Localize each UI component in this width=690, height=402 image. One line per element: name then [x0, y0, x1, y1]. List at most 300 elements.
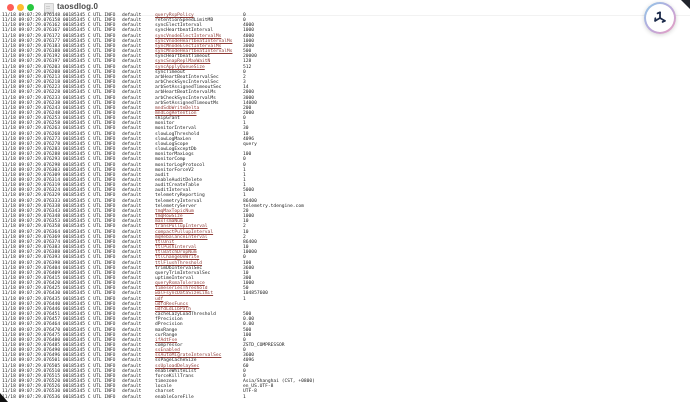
log-scope: default [122, 157, 142, 163]
config-value: 500 [243, 49, 252, 55]
config-value: UTF-8 [243, 389, 257, 395]
config-param: telemetryInterval [155, 198, 203, 204]
log-timestamp: 11/18 09:07:29.076258 00185345 C UTL INFO [2, 121, 116, 127]
log-timestamp: 11/18 09:07:29.076435 00185345 C UTL INFO [2, 296, 116, 302]
config-param: monitorLogProtocol [155, 162, 205, 168]
log-timestamp: 11/18 09:07:29.076314 00185345 C UTL INFO [2, 178, 116, 183]
log-timestamp: 11/18 09:07:29.076177 00185345 C UTL INFO [2, 38, 116, 44]
log-timestamp: 11/18 09:07:29.076309 00185345 C UTL INFO [2, 172, 116, 178]
log-timestamp: 11/18 09:07:29.076393 00185345 C UTL INFO [2, 255, 116, 261]
log-timestamp: 11/18 09:07:29.076425 00185345 C UTL INFO [2, 286, 116, 292]
config-value: 5000 [243, 188, 255, 194]
log-scope: default [122, 312, 142, 318]
config-value: 20 [243, 208, 249, 214]
log-timestamp: 11/18 09:07:29.076526 00185345 C UTL INFO [2, 384, 116, 390]
config-value: 128 [243, 59, 252, 65]
config-param-link[interactable]: syncSnapReplMaxWaitN [155, 59, 211, 65]
config-value: 1000 [243, 28, 255, 34]
config-value: 0 [243, 13, 246, 18]
config-param: syncElectInterval [155, 23, 203, 29]
config-param: audit [155, 172, 169, 178]
config-param-link[interactable]: ssEnabled [155, 348, 180, 354]
config-param-link[interactable]: syncVnodeElectIntervalMs [155, 33, 222, 39]
log-scope: default [122, 286, 142, 292]
config-value: 50 [243, 286, 249, 292]
log-scope: default [122, 100, 142, 106]
log-timestamp: 11/18 09:07:29.076238 00185345 C UTL INFO [2, 100, 116, 106]
config-value: 1 [243, 183, 246, 189]
log-scope: default [122, 301, 142, 307]
config-param: enableAuditDelete [155, 178, 203, 183]
log-timestamp: 11/18 09:07:29.076288 00185345 C UTL INFO [2, 152, 116, 158]
log-timestamp: 11/18 09:07:29.076404 00185345 C UTL INFO [2, 265, 116, 271]
log-timestamp: 11/18 09:07:29.076388 00185345 C UTL INFO [2, 250, 116, 256]
config-param: telemetryReporting [155, 193, 205, 199]
config-value: 10 [243, 245, 249, 251]
log-scope: default [122, 358, 142, 364]
log-scope: default [122, 229, 142, 235]
log-timestamp: 11/18 09:07:29.076167 00185345 C UTL INFO [2, 28, 116, 34]
log-scope: default [122, 116, 142, 122]
config-value: 200 [243, 105, 252, 111]
config-param: enableWhiteList [155, 368, 197, 374]
log-timestamp: 11/18 09:07:29.076464 00185345 C UTL INFO [2, 322, 116, 328]
log-scope: default [122, 239, 142, 245]
log-timestamp: 11/18 09:07:29.076197 00185345 C UTL INFO [2, 59, 116, 65]
log-scope: default [122, 64, 142, 70]
config-param-link[interactable]: ttlBatchDropNum [155, 250, 197, 256]
config-param: monitorMaxLogs [155, 152, 194, 158]
log-timestamp: 11/18 09:07:29.076475 00185345 C UTL INFO [2, 332, 116, 338]
config-param-link[interactable]: ifAdtFse [155, 337, 178, 343]
log-content [0, 13, 690, 400]
log-timestamp: 11/18 09:07:29.076485 00185345 C UTL INFO [2, 343, 116, 348]
config-param: enableCoreFile [155, 394, 194, 400]
log-timestamp: 11/18 09:07:29.076273 00185345 C UTL INFO [2, 136, 116, 142]
log-timestamp: 11/18 09:07:29.076338 00185345 C UTL INFO [2, 203, 116, 209]
config-value: 14 [243, 85, 249, 91]
log-scope: default [122, 193, 142, 199]
log-timestamp: 11/18 09:07:29.076348 00185345 C UTL INFO [2, 214, 116, 220]
config-param: slowLogThreshold [155, 131, 200, 137]
config-value: 0 [243, 18, 246, 24]
config-param-link[interactable]: walFsyncDataSizeLimit [155, 291, 214, 297]
config-param: syncTimeout [155, 69, 186, 75]
log-scope: default [122, 343, 142, 348]
config-param: fPrecision [155, 317, 183, 323]
config-value: 0 [243, 348, 246, 354]
config-value: Asia/Shanghai (CST, +0800) [243, 379, 315, 385]
config-value: 4000 [243, 23, 255, 29]
config-value: 30 [243, 126, 249, 132]
log-timestamp: 11/18 09:07:29.076223 00185345 C UTL INFO [2, 85, 116, 91]
log-timestamp: 11/18 09:07:29.076353 00185345 C UTL INFO [2, 219, 116, 225]
log-scope: default [122, 183, 142, 189]
log-scope: default [122, 18, 142, 24]
log-timestamp: 11/18 09:07:29.076409 00185345 C UTL INFO [2, 270, 116, 276]
config-param-link[interactable]: syncMnodeHeartbeatIntervalMs [155, 49, 233, 55]
config-param: queryTrimIntervalSec [155, 270, 211, 276]
log-scope: default [122, 126, 142, 132]
log-timestamp: 11/18 09:07:29.076501 00185345 C UTL INFO [2, 358, 116, 364]
config-value: 1000 [243, 38, 255, 44]
log-scope: default [122, 353, 142, 359]
config-param-link[interactable]: udf [155, 296, 164, 302]
config-value: 1 [243, 121, 246, 127]
config-value: 1 [243, 167, 246, 173]
config-param-link[interactable]: queryRspPolicy [155, 13, 194, 18]
config-value: 1 [243, 394, 246, 400]
config-value: 2000 [243, 110, 255, 116]
log-timestamp: 11/18 09:07:29.076398 00185345 C UTL INFO [2, 260, 116, 266]
log-timestamp: 11/18 09:07:29.076293 00185345 C UTL INFO [2, 157, 116, 163]
log-scope: default [122, 38, 142, 44]
log-timestamp: 11/18 09:07:29.076162 00185345 C UTL INFO [2, 23, 116, 29]
config-value: 0.00 [243, 317, 255, 323]
config-param: curRange [155, 332, 178, 338]
log-timestamp: 11/18 09:07:29.076324 00185345 C UTL INFO [2, 188, 116, 194]
log-scope: default [122, 121, 142, 127]
config-param: charset [155, 389, 175, 395]
config-value: 86400 [243, 198, 257, 204]
log-timestamp: 11/18 09:07:29.076172 00185345 C UTL INFO [2, 33, 116, 39]
log-scope: default [122, 178, 142, 183]
config-value: 1 [243, 172, 246, 178]
config-value: ZSTD_COMPRESSOR [243, 343, 285, 348]
config-param: telemetryServer [155, 203, 197, 209]
log-scope: default [122, 167, 142, 173]
log-timestamp: 11/18 09:07:29.076319 00185345 C UTL INFO [2, 183, 116, 189]
log-scope: default [122, 384, 142, 390]
config-param: forceKillTrans [155, 373, 194, 379]
log-timestamp: 11/18 09:07:29.076213 00185345 C UTL INFO [2, 74, 116, 80]
config-value: 4096 [243, 358, 255, 364]
log-timestamp: 11/18 09:07:29.076228 00185345 C UTL INFO [2, 90, 116, 96]
config-value: 100 [243, 332, 252, 338]
log-scope: default [122, 43, 142, 49]
config-param: ssPageCacheSize [155, 358, 197, 364]
config-value: query [243, 141, 257, 147]
config-value: 1 [243, 296, 246, 302]
config-param-link[interactable]: ttlUnit [155, 239, 175, 245]
config-param: arbSetAssignedTimeoutMs [155, 100, 219, 106]
config-param-link[interactable]: udfdLdLibPath [155, 306, 191, 312]
log-timestamp: 11/18 09:07:29.076430 00185345 C UTL INFO [2, 291, 116, 297]
config-value: 2 [243, 74, 246, 80]
config-value: 100 [243, 260, 252, 266]
config-param: arbCheckSyncIntervalMs [155, 95, 216, 101]
config-param-link[interactable]: ssUploadDelaySec [155, 363, 200, 369]
log-timestamp: 11/18 09:07:29.076364 00185345 C UTL INFO [2, 229, 116, 235]
config-value: 0 [243, 368, 246, 374]
config-param: monitorComp [155, 157, 186, 163]
log-scope: default [122, 317, 142, 323]
config-param: locale [155, 384, 172, 390]
log-scope: default [122, 147, 142, 153]
config-value: 500 [243, 327, 252, 333]
log-timestamp: 11/18 09:07:29.076480 00185345 C UTL INFO [2, 337, 116, 343]
log-scope: default [122, 348, 142, 354]
log-scope: default [122, 265, 142, 271]
config-param: monitor [155, 121, 175, 127]
log-scope: default [122, 363, 142, 369]
config-value: 14000 [243, 100, 257, 106]
config-value: 104857600 [243, 291, 268, 297]
maximize-button[interactable] [27, 4, 34, 11]
log-scope: default [122, 394, 142, 400]
config-value: 1 [243, 193, 246, 199]
log-scope: default [122, 141, 142, 147]
log-scope: default [122, 80, 142, 86]
log-scope: default [122, 13, 142, 18]
config-param: retentionSpeedLimitMB [155, 18, 214, 24]
config-param: monitorForceV2 [155, 167, 194, 173]
log-scope: default [122, 389, 142, 395]
log-scope: default [122, 85, 142, 91]
config-value: 2000 [243, 90, 255, 96]
log-timestamp: 11/18 09:07:29.076383 00185345 C UTL INFO [2, 245, 116, 251]
log-timestamp: 11/18 09:07:29.076457 00185345 C UTL INFO [2, 317, 116, 323]
log-timestamp: 11/18 09:07:29.076415 00185345 C UTL INFO [2, 275, 116, 281]
log-timestamp: 11/18 09:07:29.076188 00185345 C UTL INFO [2, 49, 116, 55]
config-param-link[interactable]: syncVnodeHeartbeatIntervalMs [155, 38, 233, 44]
log-scope: default [122, 172, 142, 178]
config-param-link[interactable]: ssAutoMigrateIntervalSec [155, 353, 222, 359]
config-value: 1 [243, 178, 246, 183]
log-scope: default [122, 214, 142, 220]
config-param: skipGrant [155, 116, 180, 122]
log-scope: default [122, 306, 142, 312]
log-timestamp: 11/18 09:07:29.076148 00185345 C UTL INFO [2, 13, 116, 18]
config-value: 2 [243, 224, 246, 230]
log-timestamp: 11/18 09:07:29.076520 00185345 C UTL INFO [2, 379, 116, 385]
close-button[interactable] [7, 4, 14, 11]
log-scope: default [122, 260, 142, 266]
config-param-link[interactable]: syncApplyQueueSize [155, 64, 205, 70]
log-timestamp: 11/18 09:07:29.076283 00185345 C UTL INFO [2, 147, 116, 153]
config-value: 10 [243, 229, 249, 235]
log-scope: default [122, 219, 142, 225]
log-scope: default [122, 74, 142, 80]
config-param: syncHeartbeatInterval [155, 28, 214, 34]
config-value: 86400 [243, 239, 257, 245]
log-scope: default [122, 152, 142, 158]
config-value: 10 [243, 270, 249, 276]
config-param: slowLogMaxLen [155, 136, 191, 142]
log-scope: default [122, 291, 142, 297]
log-scope: default [122, 245, 142, 251]
log-timestamp: 11/18 09:07:29.076248 00185345 C UTL INFO [2, 110, 116, 116]
log-timestamp: 11/18 09:07:29.076470 00185345 C UTL INFO [2, 327, 116, 333]
window-title: taosdlog.0 [57, 2, 99, 11]
log-timestamp: 11/18 09:07:29.076243 00185345 C UTL INFO [2, 105, 116, 111]
log-scope: default [122, 49, 142, 55]
config-param-link[interactable]: mndSdbWriteDelta [155, 105, 200, 111]
log-scope: default [122, 270, 142, 276]
config-param: arbHeartBeatIntervalMs [155, 90, 216, 96]
log-scope: default [122, 250, 142, 256]
log-scope: default [122, 255, 142, 261]
config-value: telemetry.tdengine.com [243, 203, 304, 209]
log-timestamp: 11/18 09:07:29.076496 00185345 C UTL INFO [2, 353, 116, 359]
log-timestamp: 11/18 09:07:29.076505 00185345 C UTL INFO [2, 363, 116, 369]
config-value: 500 [243, 312, 252, 318]
log-scope: default [122, 105, 142, 111]
log-scope: default [122, 162, 142, 168]
log-scope: default [122, 208, 142, 214]
log-scope: default [122, 322, 142, 328]
log-scope: default [122, 198, 142, 204]
config-param: arbSetAssignedTimeoutSec [155, 85, 222, 91]
log-timestamp: 11/18 09:07:29.076253 00185345 C UTL INFO [2, 116, 116, 122]
log-timestamp: 11/18 09:07:29.076263 00185345 C UTL INFO [2, 126, 116, 132]
config-param: auditInterval [155, 188, 191, 194]
config-value: 10 [243, 219, 249, 225]
log-timestamp: 11/18 09:07:29.076298 00185345 C UTL INFO [2, 162, 116, 168]
config-param-link[interactable]: mndLogRetention [155, 110, 197, 116]
log-scope: default [122, 69, 142, 75]
config-value: 1000 [243, 281, 255, 287]
log-timestamp: 11/18 09:07:29.076490 00185345 C UTL INFO [2, 348, 116, 354]
config-param: trimDbIntervalSec [155, 265, 203, 271]
log-timestamp: 11/18 09:07:29.076208 00185345 C UTL INFO [2, 69, 116, 75]
log-timestamp: 11/18 09:07:29.076192 00185345 C UTL INFO [2, 54, 116, 60]
config-param-link[interactable]: compactPullupInterval [155, 229, 214, 235]
log-scope: default [122, 281, 142, 287]
log-timestamp: 11/18 09:07:29.076446 00185345 C UTL INFO [2, 306, 116, 312]
config-param: auditCreateTable [155, 183, 200, 189]
config-param: cacheLazyLoadThreshold [155, 312, 216, 318]
config-param-link[interactable]: udfdResFuncs [155, 301, 189, 307]
config-param: compressor [155, 343, 183, 348]
config-value: 4096 [243, 136, 255, 142]
config-param: monitorInterval [155, 126, 197, 132]
config-value: 3000 [243, 43, 255, 49]
config-param-link[interactable]: maxTsmaNum [155, 219, 183, 225]
config-param-link[interactable]: timeseriesThreshold [155, 286, 208, 292]
config-value: 0 [243, 162, 246, 168]
log-scope: default [122, 136, 142, 142]
config-param-link[interactable]: mqRebalanceInterval [155, 234, 208, 240]
config-param: arbHeartBeatIntervalSec [155, 74, 219, 80]
log-scope: default [122, 234, 142, 240]
config-param: timezone [155, 379, 178, 385]
config-param-link[interactable]: tmqRowSize [155, 214, 183, 220]
log-timestamp: 11/18 09:07:29.076440 00185345 C UTL INFO [2, 301, 116, 307]
log-timestamp: 11/18 09:07:29.076515 00185345 C UTL INFO [2, 373, 116, 379]
config-value: 0 [243, 337, 246, 343]
log-scope: default [122, 54, 142, 60]
log-scope: default [122, 224, 142, 230]
config-param-link[interactable]: ttlFlushThreshold [155, 260, 203, 266]
config-value: 3000 [243, 95, 255, 101]
log-scope: default [122, 337, 142, 343]
log-timestamp: 11/18 09:07:29.076530 00185345 C UTL INFO [2, 389, 116, 395]
log-scope: default [122, 188, 142, 194]
corner-notch-icon [681, 0, 690, 9]
config-value: 300 [243, 275, 252, 281]
config-value: en_US.UTF-8 [243, 384, 274, 390]
log-timestamp: 11/18 09:07:29.076536 00185345 C UTL INFO [2, 394, 116, 400]
config-value: 0 [243, 69, 246, 75]
config-param: uptimeInterval [155, 275, 194, 281]
log-scope: default [122, 327, 142, 333]
config-value: 0 [243, 373, 246, 379]
log-timestamp: 11/18 09:07:29.076343 00185345 C UTL INFO [2, 208, 116, 214]
config-value: 3 [243, 80, 246, 86]
config-value: 0 [243, 255, 246, 261]
log-scope: default [122, 275, 142, 281]
log-timestamp: 11/18 09:07:29.076183 00185345 C UTL INFO [2, 43, 116, 49]
log-timestamp: 11/18 09:07:29.076203 00185345 C UTL INFO [2, 64, 116, 70]
config-value: 100 [243, 152, 252, 158]
log-timestamp: 11/18 09:07:29.076451 00185345 C UTL INFO [2, 312, 116, 318]
config-value: 0 [243, 116, 246, 122]
config-value: 4000 [243, 33, 255, 39]
config-param-link[interactable]: queryRsmaTolerance [155, 281, 205, 287]
log-timestamp: 11/18 09:07:29.076333 00185345 C UTL INFO [2, 198, 116, 204]
config-param: dPrecision [155, 322, 183, 328]
log-scope: default [122, 296, 142, 302]
log-scope: default [122, 110, 142, 116]
log-timestamp: 11/18 09:07:29.076303 00185345 C UTL INFO [2, 167, 116, 173]
config-value: 20000 [243, 54, 257, 60]
log-scope: default [122, 368, 142, 374]
log-timestamp: 11/18 09:07:29.076218 00185345 C UTL INFO [2, 80, 116, 86]
config-value: 0 [243, 157, 246, 163]
minimize-button[interactable] [17, 4, 24, 11]
log-timestamp: 11/18 09:07:29.076329 00185345 C UTL INFO [2, 193, 116, 199]
log-timestamp: 11/18 09:07:29.076158 00185345 C UTL INFO [2, 18, 116, 24]
log-timestamp: 11/18 09:07:29.076268 00185345 C UTL INFO [2, 131, 116, 137]
config-param-link[interactable]: tmqMaxTopicNum [155, 208, 194, 214]
log-scope: default [122, 90, 142, 96]
config-value: 2 [243, 234, 246, 240]
config-param-link[interactable]: ttlChangeOnWrite [155, 255, 200, 261]
log-timestamp: 11/18 09:07:29.076369 00185345 C UTL INFO [2, 234, 116, 240]
config-param-link[interactable]: syncMnodeElectIntervalMs [155, 43, 222, 49]
config-value: 1000 [243, 214, 255, 220]
log-scope: default [122, 28, 142, 34]
config-value: 3600 [243, 265, 255, 271]
log-scope: default [122, 379, 142, 385]
config-value: 60 [243, 363, 249, 369]
config-param: slowLogScope [155, 141, 189, 147]
log-scope: default [122, 59, 142, 65]
log-scope: default [122, 23, 142, 29]
config-param-link[interactable]: transPullupInterval [155, 224, 208, 230]
config-value: 512 [243, 64, 252, 70]
log-timestamp: 11/18 09:07:29.076358 00185345 C UTL INFO [2, 224, 116, 230]
log-line [0, 395, 690, 400]
log-scope: default [122, 203, 142, 209]
log-timestamp: 11/18 09:07:29.076510 00185345 C UTL INFO [2, 368, 116, 374]
log-scope: default [122, 332, 142, 338]
log-scope: default [122, 373, 142, 379]
log-scope: default [122, 131, 142, 137]
config-param-link[interactable]: ttlPushInterval [155, 245, 197, 251]
config-param: syncHeartbeatTimeout [155, 54, 211, 60]
config-param: slowLogExceptDb [155, 147, 197, 153]
config-param: maxRange [155, 327, 178, 333]
config-value: 10 [243, 131, 249, 137]
log-timestamp: 11/18 09:07:29.076420 00185345 C UTL INFO [2, 281, 116, 287]
config-value: 10000 [243, 250, 257, 256]
log-scope: default [122, 95, 142, 101]
log-scope: default [122, 33, 142, 39]
log-timestamp: 11/18 09:07:29.076278 00185345 C UTL INFO [2, 141, 116, 147]
config-value: 3600 [243, 353, 255, 359]
